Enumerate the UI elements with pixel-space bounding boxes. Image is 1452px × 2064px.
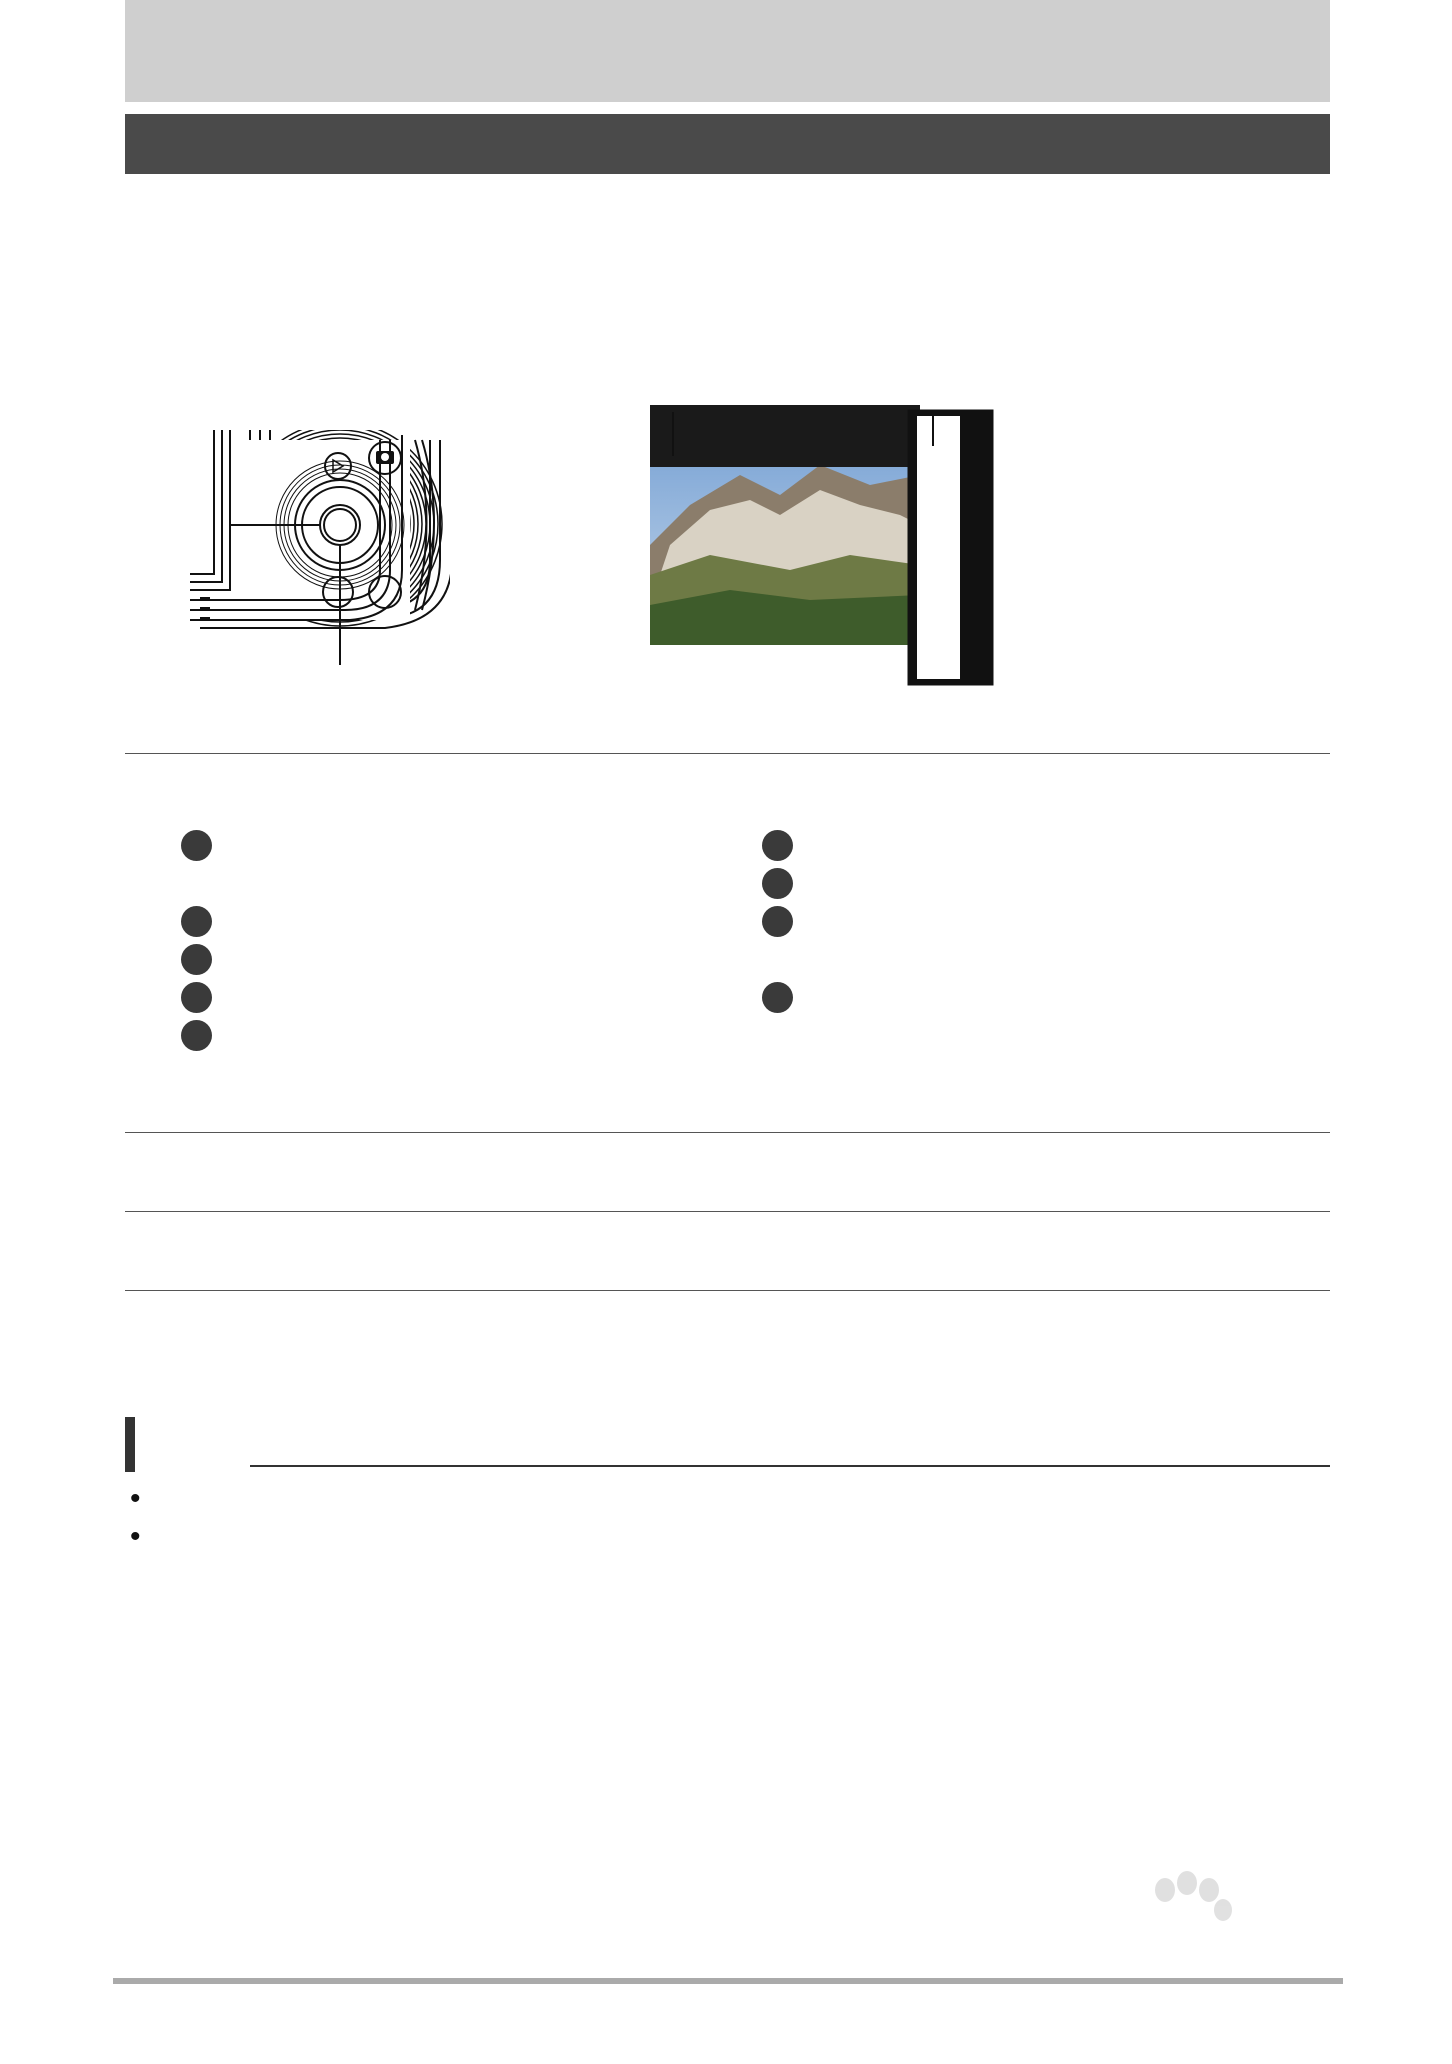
list-item [181,1016,215,1054]
callout-lines [640,398,1060,718]
settings-list-left [181,826,215,1054]
note-bullet: • [130,1520,158,1553]
list-item-continuation [762,940,796,978]
divider [125,1290,1330,1291]
settings-list-right [762,826,796,1016]
list-item [762,978,796,1016]
camera-back-illustration [190,420,450,680]
list-item [181,940,215,978]
note-bullet: • [130,1482,158,1515]
list-item [181,902,215,940]
list-item [762,864,796,902]
list-item [762,826,796,864]
footer-rule [113,1978,1343,1984]
divider [125,1211,1330,1212]
divider [125,1132,1330,1133]
divider [125,753,1330,754]
note-bar [125,1417,135,1472]
list-item [762,902,796,940]
list-item-continuation [181,864,215,902]
list-item [181,826,215,864]
section-bar [125,114,1330,174]
list-item [181,978,215,1016]
note-divider [250,1465,1330,1467]
title-bar [125,0,1330,102]
baidu-watermark-logo [1035,1865,1375,2015]
